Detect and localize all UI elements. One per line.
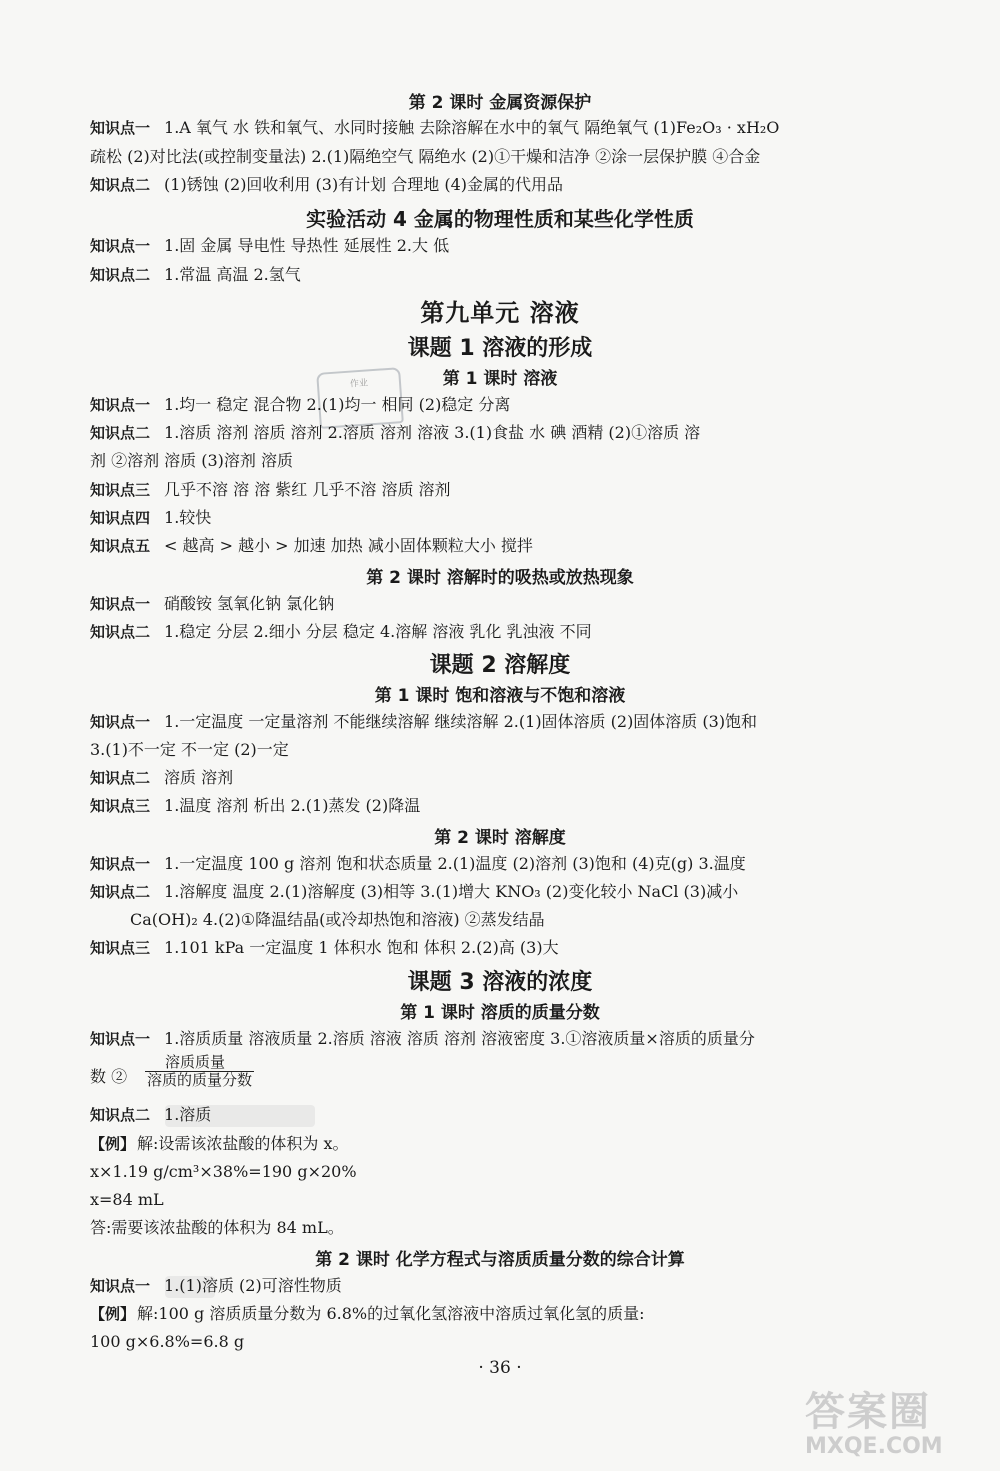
answer-line: 疏松 (2)对比法(或控制变量法) 2.(1)隔绝空气 隔绝水 (2)①干燥和洁净 ②涂一层保护膜 ④合金 [90,147,761,166]
answer-line: 100 g×6.8%=6.8 g [90,1332,245,1351]
page-number: · 36 · [478,1358,522,1378]
answer-line [90,852,950,876]
knowledge-point-label: 知识点四 [90,509,151,527]
answer-text: 硝酸铵 氢氧化钠 氯化钠 [164,594,335,613]
watermark-logo: 答案圈 MXQE.COM [805,1389,943,1459]
section-heading: 第 2 课时 化学方程式与溶质质量分数的综合计算 [315,1250,685,1270]
answer-text: 几乎不溶 溶 溶 紫红 几乎不溶 溶质 溶剂 [164,480,451,499]
knowledge-point-label: 知识点二 [90,424,151,442]
answer-text: 溶质 溶剂 [164,768,234,787]
stamp-logo: 作业 [316,367,404,429]
answer-line: 3.(1)不一定 不一定 (2)一定 [90,740,289,759]
answer-text: 1.均一 稳定 混合物 2.(1)均一 相同 (2)稳定 分离 [164,395,511,414]
section-heading: 第 2 课时 溶解时的吸热或放热现象 [366,568,634,588]
knowledge-point-label: 知识点二 [90,1106,151,1124]
fraction-denominator: 溶质的质量分数 [147,1071,253,1089]
answer-line [90,173,950,197]
example-label: 【例】 [90,1135,136,1153]
answer-text: 1.温度 溶剂 析出 2.(1)蒸发 (2)降温 [164,796,421,815]
answer-text: 1.A 氧气 水 铁和氧气、水同时接触 去除溶解在水中的氧气 隔绝氧气 (1)Fe₂O₃ · xH₂O [164,118,780,137]
answer-text: (1)锈蚀 (2)回收利用 (3)有计划 合理地 (4)金属的代用品 [164,175,564,194]
knowledge-point-label: 知识点三 [90,797,151,815]
answer-line [90,710,950,734]
knowledge-point-label: 知识点三 [90,939,151,957]
answer-line [90,620,950,644]
answer-text: 1.稳定 分层 2.细小 分层 稳定 4.溶解 溶液 乳化 乳浊液 不同 [164,622,592,641]
section-heading: 第 1 课时 溶液 [442,369,558,389]
knowledge-point-label: 知识点三 [90,481,151,499]
answer-text: 1.溶质 溶剂 溶质 溶剂 2.溶质 溶剂 溶液 3.(1)食盐 水 碘 酒精 (2)①溶质 溶 [164,423,701,442]
knowledge-point-label: 知识点一 [90,396,151,414]
answer-line [90,1027,950,1051]
section-heading: 课题 3 溶液的浓度 [407,970,593,995]
answer-line [90,393,950,417]
answer-line: Ca(OH)₂ 4.(2)①降温结晶(或冷却热饱和溶液) ②蒸发结晶 [130,910,545,929]
knowledge-point-label: 知识点一 [90,119,151,137]
unit-heading: 第九单元 溶液 [420,299,580,327]
answer-line: 答:需要该浓盐酸的体积为 84 mL。 [90,1218,344,1237]
section-heading: 课题 1 溶液的形成 [407,336,593,361]
answer-line: 数 ② [90,1067,128,1086]
answer-line [90,936,950,960]
knowledge-point-label: 知识点一 [90,1277,151,1295]
section-heading: 实验活动 4 金属的物理性质和某些化学性质 [306,207,694,231]
answer-text: 1.溶质质量 溶液质量 2.溶质 溶液 溶质 溶剂 溶液密度 3.①溶液质量×溶质的质量分 [164,1029,755,1048]
answer-line [90,234,950,258]
knowledge-point-label: 知识点二 [90,769,151,787]
knowledge-point-label: 知识点五 [90,537,151,555]
answer-text: 解:100 g 溶质质量分数为 6.8%的过氧化氢溶液中溶质过氧化氢的质量: [137,1304,645,1323]
answer-text: < 越高 > 越小 > 加速 加热 减小固体颗粒大小 搅拌 [164,536,533,555]
section-heading: 第 2 课时 溶解度 [434,828,566,848]
answer-text: 1.一定温度 一定量溶剂 不能继续溶解 继续溶解 2.(1)固体溶质 (2)固体溶质 (3)饱和 [164,712,758,731]
answer-text: 1.101 kPa 一定温度 1 体积水 饱和 体积 2.(2)高 (3)大 [164,938,559,957]
answer-line [90,880,950,904]
fraction [145,1054,254,1089]
answer-line: x×1.19 g/cm³×38%=190 g×20% [90,1162,357,1181]
answer-line [90,506,950,530]
answer-line: 剂 ②溶剂 溶质 (3)溶剂 溶质 [90,451,294,470]
answer-text: 1.(1)溶质 (2)可溶性物质 [164,1276,342,1295]
fraction-numerator: 溶质质量 [145,1054,254,1072]
answer-text: 1.一定温度 100 g 溶剂 饱和状态质量 2.(1)温度 (2)溶剂 (3)饱和 (4)克(g) 3.温度 [164,854,746,873]
answer-text: 1.常温 高温 2.氢气 [164,265,301,284]
answer-line [90,478,950,502]
section-heading: 课题 2 溶解度 [429,653,571,678]
knowledge-point-label: 知识点二 [90,266,151,284]
knowledge-point-label: 知识点一 [90,713,151,731]
section-heading: 第 2 课时 金属资源保护 [408,93,592,113]
answer-line: x=84 mL [90,1190,164,1209]
answer-text: 1.溶解度 温度 2.(1)溶解度 (3)相等 3.(1)增大 KNO₃ (2)变化较小 NaCl (3)减小 [164,882,739,901]
answer-line [90,794,950,818]
answer-line [90,766,950,790]
answer-line [90,1302,950,1326]
knowledge-point-label: 知识点二 [90,883,151,901]
answer-line [90,116,950,140]
knowledge-point-label: 知识点二 [90,176,151,194]
answer-line [90,421,950,445]
answer-line [90,1103,950,1127]
answer-text: 解:设需该浓盐酸的体积为 x。 [137,1134,349,1153]
knowledge-point-label: 知识点二 [90,623,151,641]
section-heading: 第 1 课时 饱和溶液与不饱和溶液 [374,686,626,706]
knowledge-point-label: 知识点一 [90,1030,151,1048]
answer-line [90,263,950,287]
knowledge-point-label: 知识点一 [90,237,151,255]
example-label: 【例】 [90,1305,136,1323]
answer-text: 1.固 金属 导电性 导热性 延展性 2.大 低 [164,236,450,255]
knowledge-point-label: 知识点一 [90,595,151,613]
answer-text: 1.较快 [164,508,212,527]
answer-line [90,534,950,558]
answer-line [90,1132,950,1156]
answer-line [90,592,950,616]
answer-line [90,1274,950,1298]
answer-text: 1.溶质 [164,1105,212,1124]
section-heading: 第 1 课时 溶质的质量分数 [400,1003,600,1023]
knowledge-point-label: 知识点一 [90,855,151,873]
